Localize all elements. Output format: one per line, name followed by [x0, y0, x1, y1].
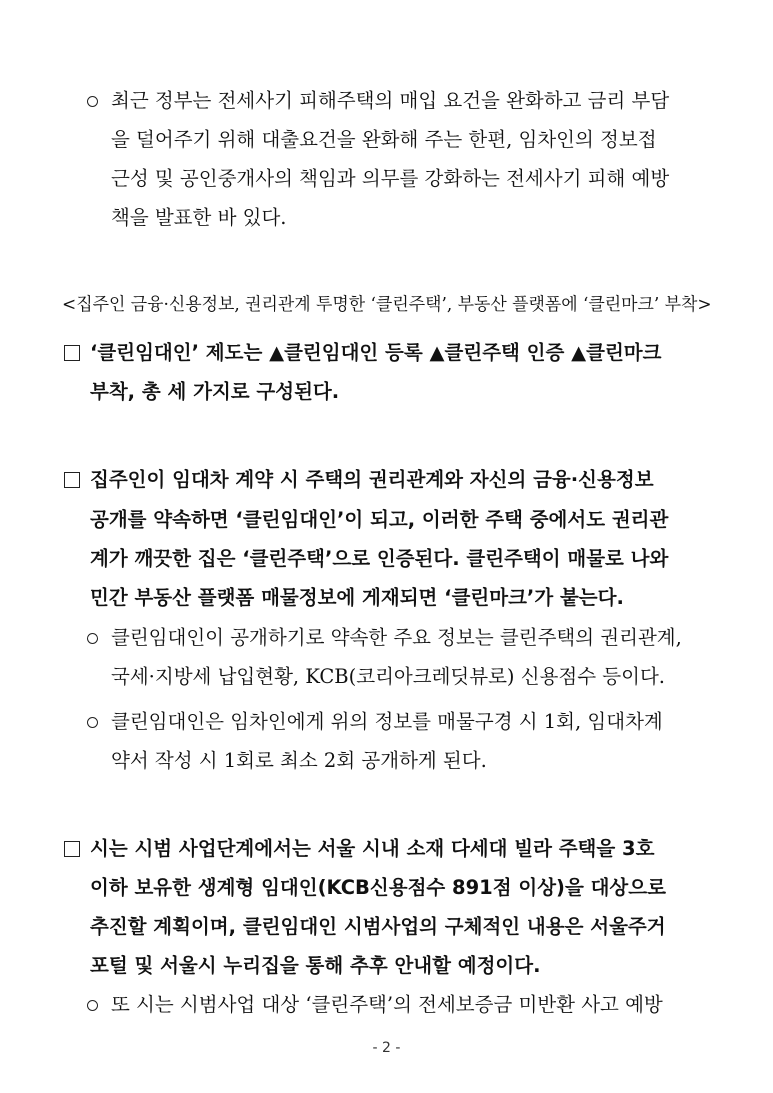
text-line: 클린임대인은 임차인에게 위의 정보를 매물구경 시 1회, 임대차계: [111, 710, 663, 733]
text-line: 민간 부동산 플랫폼 매물정보에 게재되면 ‘클린마크’가 붙는다.: [90, 586, 624, 609]
text-line: 약서 작성 시 1회로 최소 2회 공개하게 된다.: [111, 749, 487, 772]
text-line: 클린임대인이 공개하기로 약속한 주요 정보는 클린주택의 권리관계,: [111, 626, 682, 649]
circle-bullet-icon: [87, 633, 98, 644]
text-line: 부착, 총 세 가지로 구성된다.: [90, 380, 340, 403]
text-line: 을 덜어주기 위해 대출요건을 완화해 주는 한편, 임차인의 정보접: [111, 128, 657, 151]
text-line: 포털 및 서울시 누리집을 통해 추후 안내할 예정이다.: [90, 954, 541, 977]
text-line: 책을 발표한 바 있다.: [111, 206, 287, 229]
text-line: 근성 및 공인중개사의 책임과 의무를 강화하는 전세사기 피해 예방: [111, 167, 670, 190]
text-line: 공개를 약속하면 ‘클린임대인’이 되고, 이러한 주택 중에서도 권리관: [90, 508, 669, 531]
circle-bullet-icon: [87, 96, 98, 107]
circle-bullet-icon: [87, 1000, 98, 1011]
text-line: ‘클린임대인’ 제도는 ▲클린임대인 등록 ▲클린주택 인증 ▲클린마크: [90, 341, 662, 364]
square-bullet-icon: [64, 472, 80, 488]
text-line: 시는 시범 사업단계에서는 서울 시내 소재 다세대 빌라 주택을 3호: [90, 837, 655, 860]
text-line: 이하 보유한 생계형 임대인(KCB신용점수 891점 이상)을 대상으로: [90, 876, 666, 899]
text-line: 집주인이 임대차 계약 시 주택의 권리관계와 자신의 금융·신용정보: [90, 468, 654, 491]
circle-bullet-icon: [87, 717, 98, 728]
square-bullet-icon: [64, 841, 80, 857]
text-line: 최근 정부는 전세사기 피해주택의 매입 요건을 완화하고 금리 부담: [111, 89, 670, 112]
text-line: 또 시는 시범사업 대상 ‘클린주택’의 전세보증금 미반환 사고 예방: [111, 993, 663, 1016]
square-bullet-icon: [64, 345, 80, 361]
page-number: - 2 -: [372, 1040, 401, 1056]
text-line: 추진할 계획이며, 클린임대인 시범사업의 구체적인 내용은 서울주거: [90, 915, 666, 938]
section-heading: <집주인 금융·신용정보, 권리관계 투명한 ‘클린주택’, 부동산 플랫폼에 ‘클린마크’ 부착>: [62, 295, 712, 315]
text-line: 계가 깨끗한 집은 ‘클린주택’으로 인증된다. 클린주택이 매물로 나와: [90, 547, 669, 570]
text-line: 국세·지방세 납입현황, KCB(코리아크레딧뷰로) 신용점수 등이다.: [111, 665, 665, 688]
